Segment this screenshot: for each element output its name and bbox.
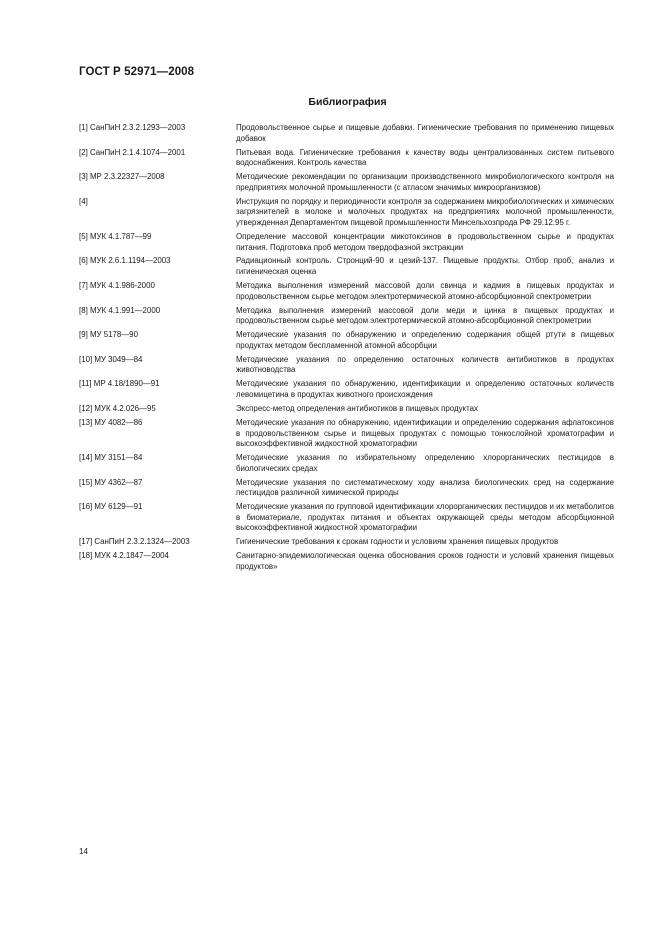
bibliography-item — [79, 232, 614, 253]
ref-title: Радиационный контроль. Стронций-90 и цезий-137. Пищевые продукты. Отбор проб, анализ и гигиеническая оценка — [236, 256, 614, 277]
bibliography-item — [79, 330, 614, 351]
bibliography-title: Библиография — [308, 96, 387, 108]
ref-title: Методические рекомендации по организации производственного микробиологического контроля на предприятиях молочной промышленности (с атласом значимых микроорганизмов) — [236, 172, 614, 192]
page-number: 14 — [79, 847, 88, 856]
ref-title: Санитарно-эпидемиологическая оценка обоснования сроков годности и условий хранения пищевых продуктов» — [236, 551, 614, 572]
bibliography-list — [79, 123, 614, 576]
ref-code: [18] МУК 4.2.1847—2004 — [79, 551, 169, 561]
bibliography-item — [79, 478, 614, 499]
bibliography-item — [79, 197, 614, 229]
ref-title: Методические указания по систематическому ходу анализа биологических сред на содержание пестицидов различной химической природы — [236, 477, 614, 498]
bibliography-item — [79, 123, 614, 144]
ref-code: [13] МУ 4082—86 — [79, 417, 143, 427]
ref-title: Методические указания по избирательному определению хлорорганических пестицидов в биологических средах — [236, 453, 614, 473]
ref-title: Экспресс-метод определения антибиотиков в пищевых продуктах — [236, 403, 478, 413]
ref-title: Методика выполнения измерений массовой доли свинца и кадмия в пищевых продуктах и продовольственном сырье методом электротермической атомно-абсорбционной спектрометрии — [236, 281, 614, 301]
ref-code: [6] МУК 2.6.1.1194—2003 — [79, 256, 171, 266]
ref-title: Определение массовой концентрации микотоксинов в продовольственном сырье и продуктах питания. Подготовка проб методом твердофазной экстракции — [236, 231, 614, 252]
bibliography-item — [79, 418, 614, 450]
ref-title: Питьевая вода. Гигиенические требования к качеству воды централизованных систем питьевого водоснабжения. Контроль качества — [236, 147, 614, 168]
ref-code: [17] СанПиН 2.3.2.1324—2003 — [79, 537, 190, 547]
bibliography-item — [79, 172, 614, 193]
ref-code: [16] МУ 6129—91 — [79, 502, 143, 512]
ref-code: [7] МУК 4.1.986-2000 — [79, 281, 155, 291]
bibliography-item — [79, 551, 614, 572]
ref-code: [14] МУ 3151—84 — [79, 453, 143, 463]
ref-title: Методические указания по обнаружению, идентификации и определению остаточных количеств левомицетина в продуктах животного происхождения — [236, 379, 614, 399]
ref-code: [9] МУ 5178—90 — [79, 330, 138, 340]
ref-code: [3] МР 2.3.22327—2008 — [79, 172, 165, 182]
ref-code: [4] — [79, 196, 88, 206]
ref-title: Методические указания по обнаружению и определению содержания общей ртути в пищевых продуктах методом беспламенной атомной абсорбции — [236, 330, 614, 350]
bibliography-item — [79, 404, 614, 415]
ref-code: [8] МУК 4.1.991—2000 — [79, 305, 161, 315]
bibliography-item — [79, 306, 614, 327]
bibliography-item — [79, 256, 614, 277]
ref-code: [5] МУК 4.1.787—99 — [79, 231, 152, 241]
ref-title: Продовольственное сырье и пищевые добавки. Гигиенические требования по применению пищевых добавок — [236, 123, 614, 143]
bibliography-item — [79, 355, 614, 376]
ref-title: Методические указания по определению остаточных количеств антибиотиков в продуктах животноводства — [236, 354, 614, 375]
ref-code: [15] МУ 4362—87 — [79, 477, 143, 487]
ref-code: [2] СанПиН 2.1.4.1074—2001 — [79, 147, 186, 157]
ref-title: Методика выполнения измерений массовой доли меди и цинка в пищевых продуктах и продовольственном сырье методом электротермической атомно-абсорбционной спектрометрии — [236, 305, 614, 326]
ref-code: [11] МР 4.18/1890—91 — [79, 379, 160, 389]
bibliography-item — [79, 502, 614, 534]
ref-code: [12] МУК 4.2.026—95 — [79, 403, 156, 413]
bibliography-item — [79, 453, 614, 474]
document-header: ГОСТ Р 52971—2008 — [79, 66, 195, 78]
ref-code: [10] МУ 3049—84 — [79, 354, 143, 364]
ref-title: Гигиенические требования к срокам годности и условиям хранения пищевых продуктов — [236, 537, 559, 547]
ref-title: Инструкция по порядку и периодичности контроля за содержанием микробиологических и химических загрязнителей в молоке и молочных продуктах на предприятиях молочной промышленности, утвержденная Департаментом пищевой промышленности Минсельхозпрода РФ 29.12.95 г. — [236, 196, 614, 227]
bibliography-item — [79, 148, 614, 169]
bibliography-item — [79, 537, 614, 548]
ref-title: Методические указания по групповой идентификации хлорорганических пестицидов и их метаболитов в биоматериале, продуктах питания и объектах окружающей среды методом абсорбционной высокоэффективной жидкостной хроматографии — [236, 502, 614, 533]
ref-title: Методические указания по обнаружению, идентификации и определению содержания афлатоксинов в продовольственном сырье и пищевых продуктах с помощью тонкослойной хроматографии и высокоэффективной жидкостной хроматографии — [236, 417, 614, 449]
ref-code: [1] СанПиН 2.3.2.1293—2003 — [79, 123, 186, 132]
bibliography-item — [79, 281, 614, 302]
bibliography-item — [79, 379, 614, 400]
